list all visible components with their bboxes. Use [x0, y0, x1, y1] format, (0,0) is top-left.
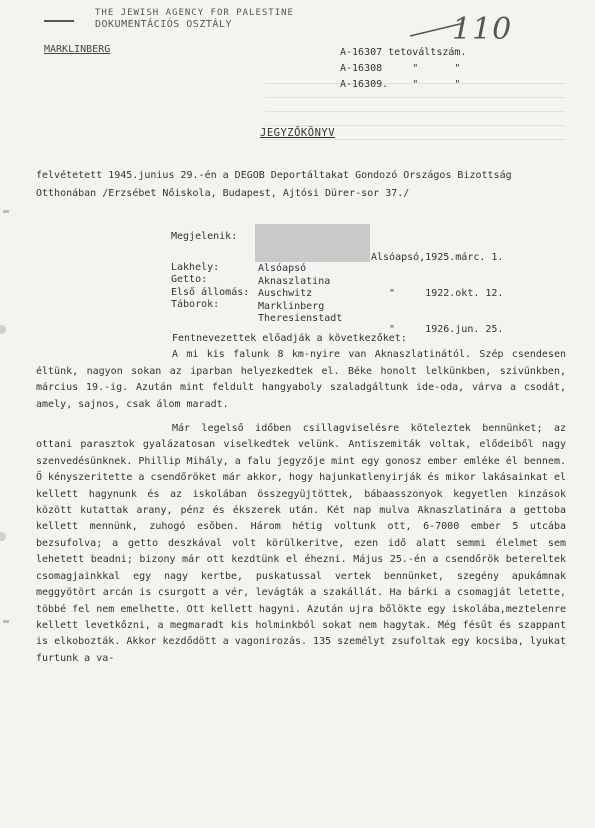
tattoo-line: A-16309. " " — [340, 79, 461, 90]
residence-label: Lakhely: — [171, 261, 220, 273]
punch-hole — [0, 325, 6, 334]
intro-paragraph — [36, 167, 566, 203]
first-station-value: Auschwitz — [258, 288, 313, 299]
field-values — [258, 263, 342, 326]
institution-stamp — [95, 8, 294, 30]
ghetto-value: Aknaszlatina — [258, 275, 331, 287]
tattoo-line: A-16307 tetováltszám. — [340, 47, 467, 58]
intro-text: felvétetett 1945.junius 29.-én a DEGOB Deportáltakat Gondozó Országos Bizottság Otthonában /Erzsébet Nőiskola, Budapest, Ajtósi Dürer-sor 37./ — [36, 170, 512, 199]
document-title: JEGYZŐKÖNYV — [260, 127, 336, 139]
location-heading: MARKLINBERG — [44, 44, 111, 55]
punch-hole — [0, 532, 6, 541]
appeared-label: Megjelenik: — [171, 231, 238, 242]
camp-value: Marklinberg — [258, 300, 325, 312]
testimony-body — [36, 331, 566, 667]
stamp-line-1: THE JEWISH AGENCY FOR PALESTINE — [95, 8, 294, 18]
redacted-name-box — [255, 224, 370, 262]
stamp-rule — [44, 20, 74, 22]
birth-line: " 1922.okt. 12. — [371, 288, 504, 299]
camps-label: Táborok: — [171, 299, 220, 310]
testimony-paragraph: A mi kis falunk 8 km-nyire van Aknaszlatinától. Szép csendesen éltünk, nagyon sokan az iparban helyezkedtek el. Béke honolt lelkünkben, szivünkben, március 19.-ig. Azután mint feldult hangyaboly szaladgáltunk ide-oda, várva a csodát, amely, sajnos, csak álom maradt. — [36, 349, 566, 410]
tattoo-line: A-16308 " " — [340, 63, 461, 74]
field-labels — [171, 231, 249, 312]
margin-mark — [3, 210, 9, 213]
testimony-lead: Fentnevezettek előadják a következőket: — [172, 333, 407, 344]
margin-mark — [3, 620, 9, 623]
stamp-line-2: DOKUMENTÁCIÓS OSZTÁLY — [95, 19, 232, 30]
first-station-label: Első állomás: — [171, 286, 250, 298]
residence-value: Alsóapsó — [258, 263, 307, 274]
birth-line: " 1926.jun. 25. — [371, 324, 504, 335]
page-number: 110 — [452, 12, 513, 47]
birth-line: Alsóapsó,1925.márc. 1. — [371, 252, 504, 263]
camp-value: Theresienstadt — [258, 313, 343, 324]
tattoo-numbers — [340, 45, 466, 93]
testimony-paragraph: Már legelső időben csillagviselésre köteleztek bennünket; az ottani parasztok gyalázatosan viselkedtek velünk. Antiszemiták voltak, elődeiből nagy szenvedésünknek. Phillip Mihály, a falu jegyzője mint egy gonosz ember emléke él bennem. Ő kényszeritette a csendőröket már akkor, hogy hajunkatlenyirják és mikor lakásainkat el kellett hagynunk és az iskolában összegyüjtöttek, bábaasszonyok kegyetlen kinzások között kutattak arany, pénz és ékszerek után. Két nap mulva Aknaszlatinára a gettoba kellett mennünk, zuhogó esőben. Három hétig voltunk ott, 6-7000 ember 5 utcába bezsufolva; a getto deszkával volt körülkeritve, ezen idő alatt semmi élelmet sem lehetett beadni; bizony már ott kezdtünk el éhezni. Május 25.-én a csendőrök betereltek csomagjainkkal egy nagy kertbe, puskatussal vertek bennünket, szegény apukámnak meggyötört arcán is csurgott a vér, levágták a szakállát. Ha bárki a csomagját letette, többé fel nem emelhette. Ott kellett hagyni. Azután ujra bőlökte egy iskolába,meztelenre kellett levetkőzni, a megmaradt kis holminkból sokat nem hagytak. Még fésűt és szappant is elkobozták. Akkor kezdődött a vagonirozás. 135 személyt zsufoltak egy kocsiba, lyukat furtunk a va- — [36, 423, 566, 664]
ghetto-label: Getto: — [171, 274, 208, 285]
